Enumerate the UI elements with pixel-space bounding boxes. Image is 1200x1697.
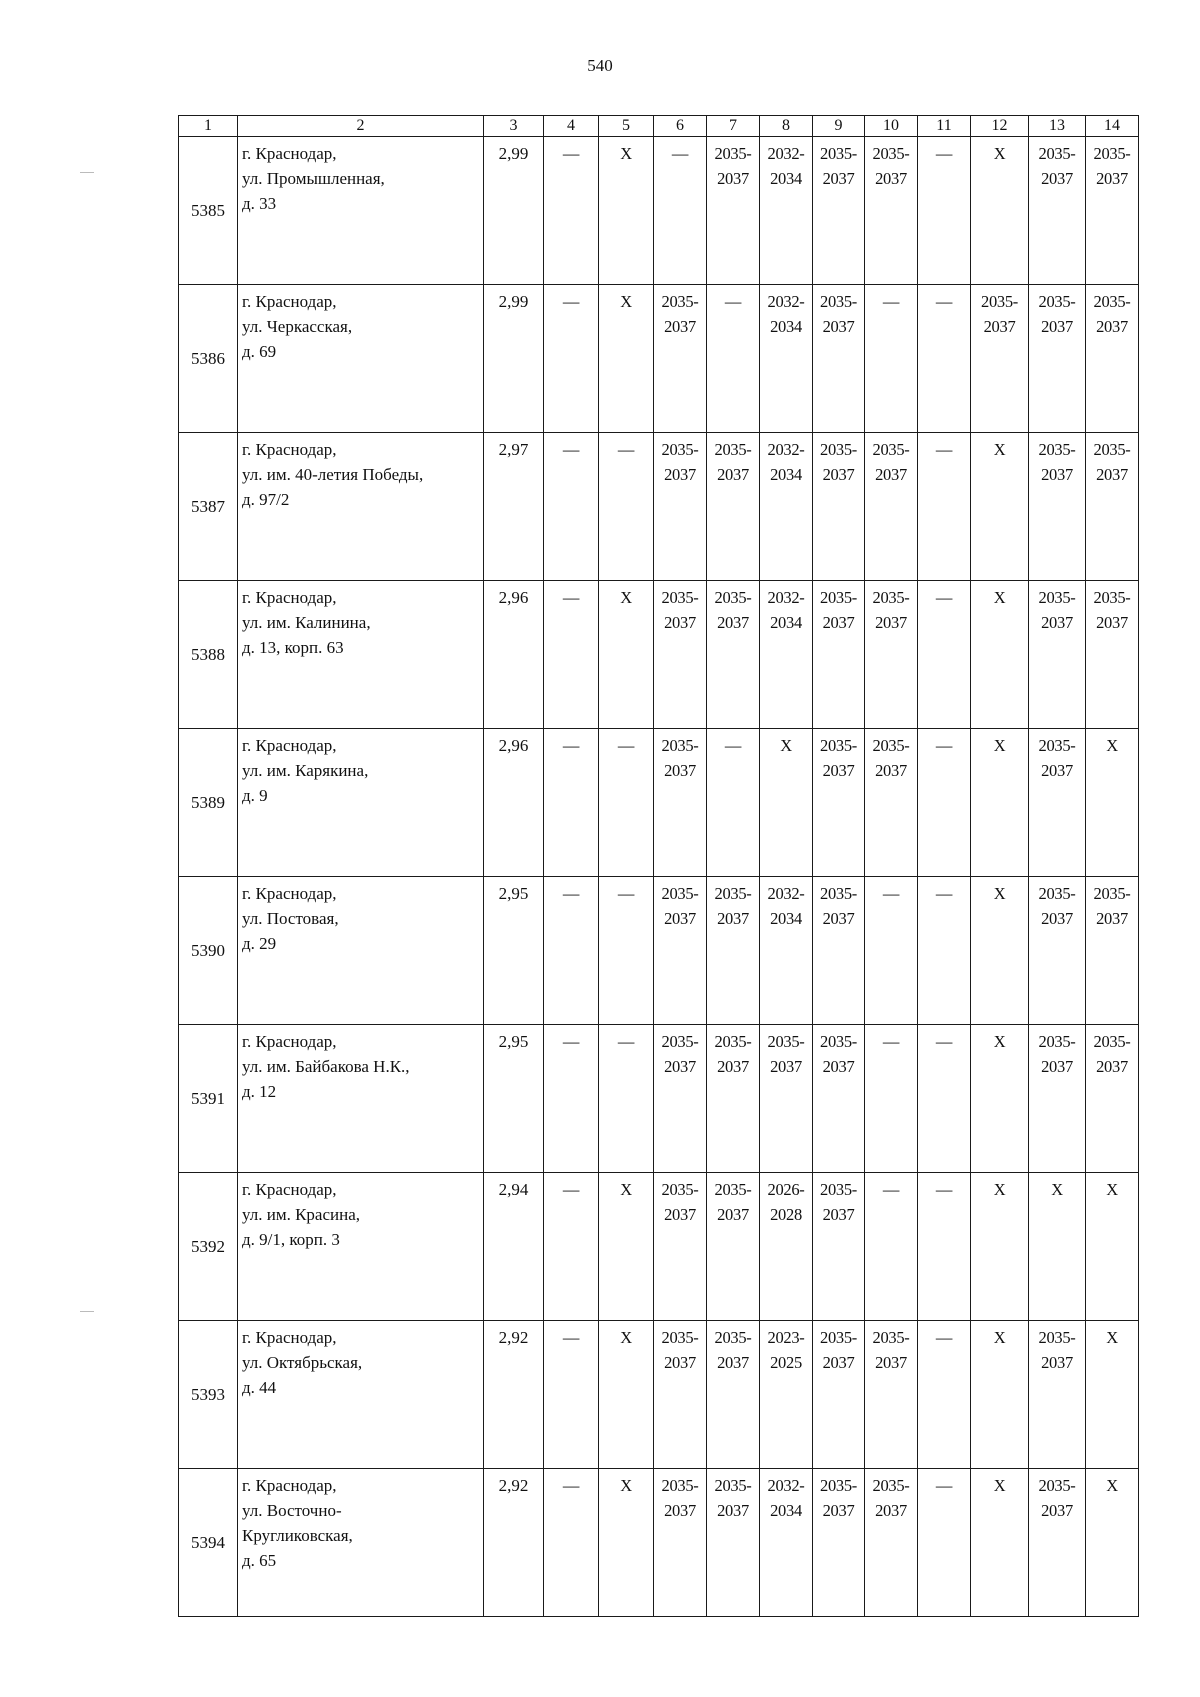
table-row <box>179 1469 1139 1617</box>
row-number: 5392 <box>179 1173 238 1321</box>
period-cell-col-9: 2035- 2037 <box>813 1321 865 1469</box>
period-cell-col-8: 2032- 2034 <box>760 581 813 729</box>
column-header-12: 12 <box>971 116 1029 137</box>
period-cell-col-7: 2035- 2037 <box>707 1469 760 1617</box>
coefficient-cell: 2,99 <box>484 137 544 285</box>
period-cell-col-8: 2032- 2034 <box>760 137 813 285</box>
scan-mark-top <box>80 172 94 173</box>
period-cell-col-4: — <box>544 1173 599 1321</box>
table-row <box>179 1025 1139 1173</box>
period-cell-col-12: 2035- 2037 <box>971 285 1029 433</box>
period-cell-col-5: Х <box>599 1469 654 1617</box>
period-cell-col-12: Х <box>971 1173 1029 1321</box>
period-cell-col-7: 2035- 2037 <box>707 137 760 285</box>
coefficient-cell: 2,92 <box>484 1469 544 1617</box>
period-cell-col-14: Х <box>1086 1321 1139 1469</box>
period-cell-col-9: 2035- 2037 <box>813 1469 865 1617</box>
coefficient-cell: 2,97 <box>484 433 544 581</box>
period-cell-col-5: Х <box>599 137 654 285</box>
period-cell-col-8: Х <box>760 729 813 877</box>
address-cell: г. Краснодар, ул. Промышленная, д. 33 <box>238 137 484 285</box>
period-cell-col-11: — <box>918 1025 971 1173</box>
column-header-7: 7 <box>707 116 760 137</box>
column-header-14: 14 <box>1086 116 1139 137</box>
period-cell-col-12: Х <box>971 877 1029 1025</box>
period-cell-col-4: — <box>544 1025 599 1173</box>
period-cell-col-10: — <box>865 877 918 1025</box>
period-cell-col-5: — <box>599 877 654 1025</box>
period-cell-col-6: 2035- 2037 <box>654 729 707 877</box>
period-cell-col-11: — <box>918 1173 971 1321</box>
period-cell-col-6: 2035- 2037 <box>654 877 707 1025</box>
period-cell-col-10: 2035- 2037 <box>865 729 918 877</box>
row-number: 5385 <box>179 137 238 285</box>
period-cell-col-7: 2035- 2037 <box>707 877 760 1025</box>
period-cell-col-12: Х <box>971 729 1029 877</box>
period-cell-col-13: 2035- 2037 <box>1029 877 1086 1025</box>
period-cell-col-6: 2035- 2037 <box>654 581 707 729</box>
period-cell-col-6: 2035- 2037 <box>654 1025 707 1173</box>
address-cell: г. Краснодар, ул. им. Красина, д. 9/1, корп. 3 <box>238 1173 484 1321</box>
period-cell-col-11: — <box>918 729 971 877</box>
period-cell-col-6: — <box>654 137 707 285</box>
period-cell-col-14: 2035- 2037 <box>1086 581 1139 729</box>
period-cell-col-11: — <box>918 581 971 729</box>
period-cell-col-7: — <box>707 285 760 433</box>
column-header-10: 10 <box>865 116 918 137</box>
period-cell-col-5: Х <box>599 1321 654 1469</box>
period-cell-col-9: 2035- 2037 <box>813 1173 865 1321</box>
period-cell-col-9: 2035- 2037 <box>813 581 865 729</box>
address-cell: г. Краснодар, ул. им. Калинина, д. 13, корп. 63 <box>238 581 484 729</box>
row-number: 5393 <box>179 1321 238 1469</box>
period-cell-col-11: — <box>918 285 971 433</box>
period-cell-col-8: 2023- 2025 <box>760 1321 813 1469</box>
table-body <box>179 116 1139 1617</box>
period-cell-col-9: 2035- 2037 <box>813 729 865 877</box>
coefficient-cell: 2,92 <box>484 1321 544 1469</box>
period-cell-col-7: 2035- 2037 <box>707 1025 760 1173</box>
table-row <box>179 285 1139 433</box>
period-cell-col-11: — <box>918 137 971 285</box>
row-number: 5391 <box>179 1025 238 1173</box>
period-cell-col-6: 2035- 2037 <box>654 1173 707 1321</box>
period-cell-col-9: 2035- 2037 <box>813 877 865 1025</box>
address-cell: г. Краснодар, ул. им. Байбакова Н.К., д. 12 <box>238 1025 484 1173</box>
period-cell-col-8: 2032- 2034 <box>760 877 813 1025</box>
period-cell-col-13: 2035- 2037 <box>1029 581 1086 729</box>
period-cell-col-14: 2035- 2037 <box>1086 137 1139 285</box>
period-cell-col-13: 2035- 2037 <box>1029 285 1086 433</box>
period-cell-col-11: — <box>918 433 971 581</box>
row-number: 5387 <box>179 433 238 581</box>
period-cell-col-14: 2035- 2037 <box>1086 433 1139 581</box>
table-row <box>179 729 1139 877</box>
scan-mark-bottom <box>80 1311 94 1312</box>
period-cell-col-5: — <box>599 433 654 581</box>
period-cell-col-14: Х <box>1086 1173 1139 1321</box>
address-cell: г. Краснодар, ул. Октябрьская, д. 44 <box>238 1321 484 1469</box>
coefficient-cell: 2,94 <box>484 1173 544 1321</box>
table-row <box>179 581 1139 729</box>
period-cell-col-5: Х <box>599 285 654 433</box>
period-cell-col-13: 2035- 2037 <box>1029 1321 1086 1469</box>
column-header-2: 2 <box>238 116 484 137</box>
table-row <box>179 137 1139 285</box>
column-header-9: 9 <box>813 116 865 137</box>
coefficient-cell: 2,96 <box>484 581 544 729</box>
period-cell-col-8: 2032- 2034 <box>760 1469 813 1617</box>
period-cell-col-6: 2035- 2037 <box>654 1321 707 1469</box>
period-cell-col-4: — <box>544 877 599 1025</box>
period-cell-col-5: — <box>599 1025 654 1173</box>
period-cell-col-11: — <box>918 1469 971 1617</box>
period-cell-col-8: 2032- 2034 <box>760 285 813 433</box>
period-cell-col-14: Х <box>1086 1469 1139 1617</box>
row-number: 5390 <box>179 877 238 1025</box>
period-cell-col-4: — <box>544 581 599 729</box>
period-cell-col-9: 2035- 2037 <box>813 137 865 285</box>
period-cell-col-7: 2035- 2037 <box>707 581 760 729</box>
period-cell-col-7: — <box>707 729 760 877</box>
period-cell-col-6: 2035- 2037 <box>654 1469 707 1617</box>
period-cell-col-10: — <box>865 1173 918 1321</box>
period-cell-col-8: 2035- 2037 <box>760 1025 813 1173</box>
period-cell-col-12: Х <box>971 1025 1029 1173</box>
period-cell-col-14: Х <box>1086 729 1139 877</box>
period-cell-col-12: Х <box>971 137 1029 285</box>
address-cell: г. Краснодар, ул. Постовая, д. 29 <box>238 877 484 1025</box>
column-header-3: 3 <box>484 116 544 137</box>
registry-table <box>178 115 1139 1617</box>
period-cell-col-5: Х <box>599 1173 654 1321</box>
period-cell-col-4: — <box>544 1321 599 1469</box>
period-cell-col-9: 2035- 2037 <box>813 433 865 581</box>
period-cell-col-9: 2035- 2037 <box>813 1025 865 1173</box>
row-number: 5386 <box>179 285 238 433</box>
period-cell-col-13: 2035- 2037 <box>1029 729 1086 877</box>
table-row <box>179 1173 1139 1321</box>
period-cell-col-12: Х <box>971 433 1029 581</box>
coefficient-cell: 2,95 <box>484 877 544 1025</box>
period-cell-col-4: — <box>544 285 599 433</box>
period-cell-col-11: — <box>918 877 971 1025</box>
period-cell-col-11: — <box>918 1321 971 1469</box>
column-header-13: 13 <box>1029 116 1086 137</box>
page-number: 540 <box>587 56 613 75</box>
column-header-6: 6 <box>654 116 707 137</box>
period-cell-col-4: — <box>544 137 599 285</box>
row-number: 5389 <box>179 729 238 877</box>
coefficient-cell: 2,95 <box>484 1025 544 1173</box>
period-cell-col-10: 2035- 2037 <box>865 137 918 285</box>
period-cell-col-5: Х <box>599 581 654 729</box>
period-cell-col-12: Х <box>971 581 1029 729</box>
period-cell-col-7: 2035- 2037 <box>707 1321 760 1469</box>
period-cell-col-7: 2035- 2037 <box>707 1173 760 1321</box>
column-header-4: 4 <box>544 116 599 137</box>
period-cell-col-13: 2035- 2037 <box>1029 433 1086 581</box>
period-cell-col-10: 2035- 2037 <box>865 1321 918 1469</box>
period-cell-col-4: — <box>544 1469 599 1617</box>
row-number: 5394 <box>179 1469 238 1617</box>
period-cell-col-4: — <box>544 433 599 581</box>
period-cell-col-9: 2035- 2037 <box>813 285 865 433</box>
period-cell-col-12: Х <box>971 1469 1029 1617</box>
address-cell: г. Краснодар, ул. Черкасская, д. 69 <box>238 285 484 433</box>
address-cell: г. Краснодар, ул. им. Карякина, д. 9 <box>238 729 484 877</box>
period-cell-col-8: 2026- 2028 <box>760 1173 813 1321</box>
coefficient-cell: 2,96 <box>484 729 544 877</box>
period-cell-col-13: Х <box>1029 1173 1086 1321</box>
period-cell-col-10: 2035- 2037 <box>865 1469 918 1617</box>
period-cell-col-14: 2035- 2037 <box>1086 1025 1139 1173</box>
address-cell: г. Краснодар, ул. им. 40-летия Победы, д. 97/2 <box>238 433 484 581</box>
table-row <box>179 433 1139 581</box>
period-cell-col-10: — <box>865 1025 918 1173</box>
address-cell: г. Краснодар, ул. Восточно- Кругликовская, д. 65 <box>238 1469 484 1617</box>
column-header-11: 11 <box>918 116 971 137</box>
period-cell-col-6: 2035- 2037 <box>654 285 707 433</box>
period-cell-col-4: — <box>544 729 599 877</box>
table-row <box>179 877 1139 1025</box>
column-header-8: 8 <box>760 116 813 137</box>
period-cell-col-6: 2035- 2037 <box>654 433 707 581</box>
table-row <box>179 1321 1139 1469</box>
period-cell-col-13: 2035- 2037 <box>1029 1469 1086 1617</box>
column-header-5: 5 <box>599 116 654 137</box>
period-cell-col-8: 2032- 2034 <box>760 433 813 581</box>
period-cell-col-7: 2035- 2037 <box>707 433 760 581</box>
period-cell-col-14: 2035- 2037 <box>1086 877 1139 1025</box>
period-cell-col-14: 2035- 2037 <box>1086 285 1139 433</box>
row-number: 5388 <box>179 581 238 729</box>
coefficient-cell: 2,99 <box>484 285 544 433</box>
column-header-row <box>179 116 1139 137</box>
period-cell-col-5: — <box>599 729 654 877</box>
period-cell-col-13: 2035- 2037 <box>1029 1025 1086 1173</box>
column-header-1: 1 <box>179 116 238 137</box>
period-cell-col-13: 2035- 2037 <box>1029 137 1086 285</box>
period-cell-col-12: Х <box>971 1321 1029 1469</box>
period-cell-col-10: — <box>865 285 918 433</box>
period-cell-col-10: 2035- 2037 <box>865 433 918 581</box>
period-cell-col-10: 2035- 2037 <box>865 581 918 729</box>
